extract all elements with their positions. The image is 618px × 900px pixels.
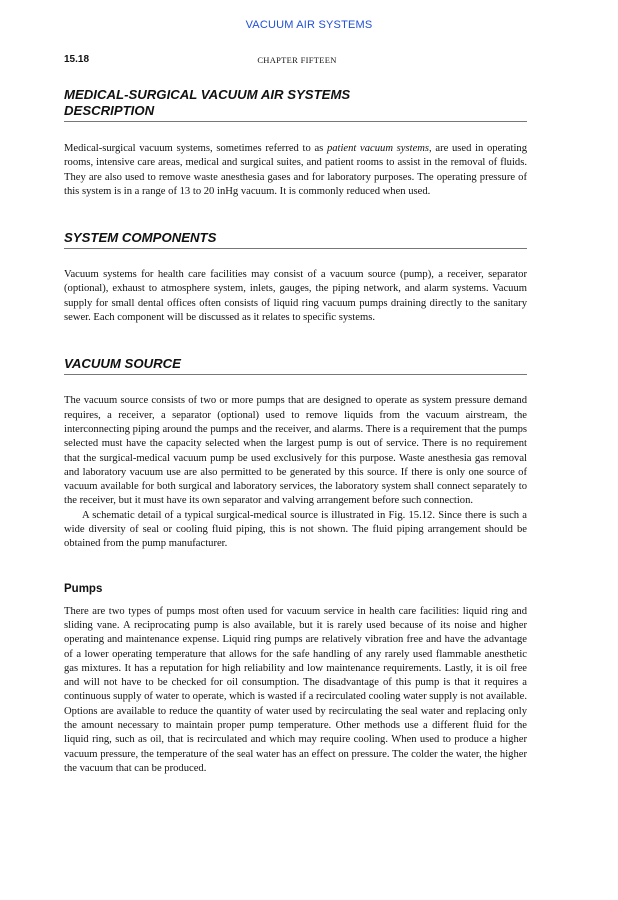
page-number: 15.18 [64, 54, 90, 65]
paragraph-vacuum-source-2: A schematic detail of a typical surgical-medical source is illustrated in Fig. 15.12. Since there is such a wide diversity of seal or cooling fluid piping, this is not shown. The fluid piping arrangement should be obtained from the pump manufacturer. [64, 509, 527, 550]
paragraph-pumps: There are two types of pumps most often used for vacuum service in health care facilities: liquid ring and sliding vane. A reciprocating pump is also available, but it is rarely used because of its noise and higher operating and maintenance expense. Liquid ring pumps are relatively vibration free and have the advantage of a lower operating temperature that allows for the safe handling of any rarely used flammable anesthetic gas mixtures. It has a reputation for high reliability and low maintenance requirements. Lastly, it is oil free and will not have to be checked for oil consumption. The disadvantage of this pump is that it requires a continuous supply of water to operate, which is wasted if a recirculated cooling water supply is not available. Options are available to reduce the quantity of water used by recirculating the seal water and replacing only the amount necessary to maintain proper pump temperature. Other methods use a different fluid for the liquid ring, such as oil, that is recirculated and which may require cooling. When used to produce a higher vacuum pressure, the temperature of the seal water has an effect on pressure. The colder the water, the higher the vacuum that can be produced. [64, 605, 527, 774]
text-run: Medical-surgical vacuum systems, sometimes referred to as [64, 143, 327, 154]
paragraph-components: Vacuum systems for health care facilities may consist of a vacuum source (pump), a receiver, separator (optional), exhaust to atmosphere system, inlets, gauges, the piping network, and alarm systems. Vacuum supply for small dental offices often consists of liquid ring vacuum pumps draining directly to the sanitary sewer. Each component will be discussed as it relates to specific systems. [64, 269, 527, 324]
section-title-description [64, 87, 527, 122]
italic-term: patient vacuum systems [326, 143, 430, 154]
paragraph-description [64, 142, 527, 199]
paragraph-vacuum-source-1: The vacuum source consists of two or more pumps that are designed to operate as system pressure demand requires, a receiver, a separator (optional) used to remove liquids from the vacuum airstream, the interconnecting piping around the pumps and the receiver, and alarms. There is a requirement that the pumps selected must have the capacity selected when the largest pump is out of service. There is no requirement that the surgical-medical vacuum pump be used exclusively for this purpose. Waste anesthesia gas removal and laboratory vacuum use are also permitted to be generated by this source. If there is only one source of vacuum available for both surgical and laboratory services, the laboratory system shall connect separately to the receiver, but it must have its own separator and valving arrangement before such connection. [64, 395, 527, 507]
subsection-title-pumps: Pumps [64, 582, 103, 595]
text-run: , are used in operating rooms, intensive care areas, medical and surgical suites, and patient rooms to assist in the removal of fluids. They are also used to remove waste anesthesia gases and for laboratory purposes. The operating pressure of this system is in a range of 13 to 20 inHg vacuum. It is commonly reduced when used. [64, 143, 528, 197]
section-title-components: SYSTEM COMPONENTS [64, 230, 527, 249]
section-title-vacuum-source: VACUUM SOURCE [64, 356, 527, 375]
running-head: VACUUM AIR SYSTEMS [245, 19, 373, 31]
section-title-line1: MEDICAL-SURGICAL VACUUM AIR SYSTEMS [64, 87, 351, 102]
chapter-label: CHAPTER FIFTEEN [257, 55, 337, 65]
page-content [64, 87, 527, 776]
section-title-line2: DESCRIPTION [64, 103, 155, 118]
